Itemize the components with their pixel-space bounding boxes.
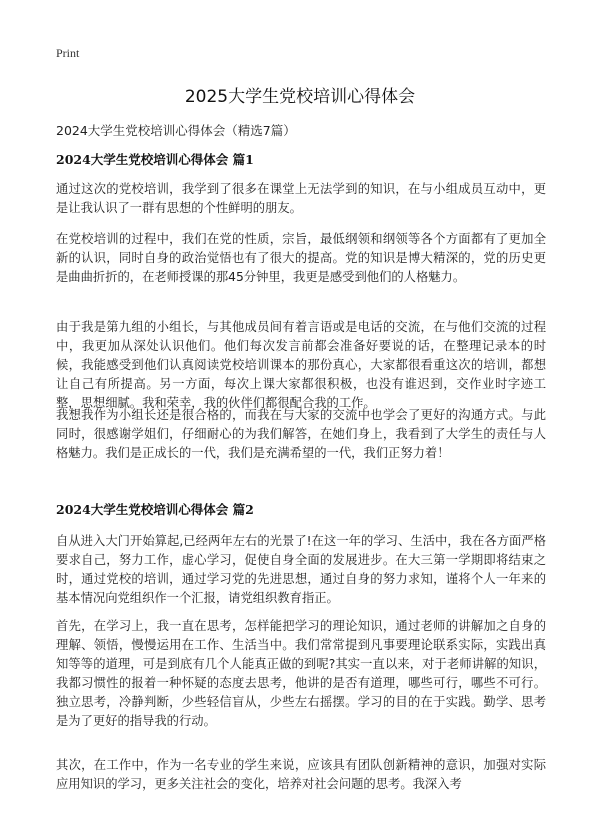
section-1-paragraph-3: 由于我是第九组的小组长，与其他成员间有着言语或是电话的交流，在与他们交流的过程中，我更加从深处认识他们。他们每次发言前都会准备好要说的话，在整理记录本的时候，我能感受到他们认真阅读党校培训课本的那份真心，大家都很看重这次的培训，都想让自己有所提高。另一方面，每次上课大家都很积极，也没有谁迟到，交作业时字迹工整，思想细腻。我和荣幸，我的伙伴们都很配合我的工作。 [56,320,546,410]
document-title: 2025大学生党校培训心得体会 [184,87,416,107]
section-1-paragraph-4: 我想我作为小组长还是很合格的，而我在与大家的交流中也学会了更好的沟通方式。与此同时，很感谢学姐们，仔细耐心的为我们解答，在她们身上，我看到了大学生的责任与人格魅力。我们是正成长的一代，我们是充满希望的一代，我们正努力着！ [56,408,546,460]
section-1-paragraph-1: 通过这次的党校培训，我学到了很多在课堂上无法学到的知识，在与小组成员互动中，更是让我认识了一群有思想的个性鲜明的朋友。 [56,182,546,215]
section-2-paragraph-2: 首先，在学习上，我一直在思考，怎样能把学习的理论知识，通过老师的讲解加之自身的理解、领悟，慢慢运用在工作、生活当中。我们常常提到凡事要理论联系实际，实践出真知等等的道理，可是到底有几个人能真正做的到呢?其实一直以来，对于老师讲解的知识，我都习惯性的报着一种怀疑的态度去思考，他讲的是否有道理，哪些可行，哪些不可行。独立思考，冷静判断，少些轻信盲从，少些左右摇摆。学习的目的在于实践。勤学、思考是为了更好的指导我的行动。 [56,619,546,728]
document-subtitle: 2024大学生党校培训心得体会（精选7篇） [56,123,296,138]
section-2-paragraph-1: 自从进入大门开始算起,已经两年左右的光景了!在这一年的学习、生活中，我在各方面严格要求自己，努力工作，虚心学习，促使自身全面的发展进步。在大三第一学期即将结束之时，通过党校的培训，通过学习党的先进思想，通过自身的努力求知，谨将个人一年来的基本情况向党组织作一个汇报，请党组织教育指正。 [56,534,546,605]
section-1-paragraph-2: 在党校培训的过程中，我们在党的性质，宗旨，最低纲领和纲领等各个方面都有了更加全新的认识，同时自身的政治觉悟也有了很大的提高。党的知识是博大精深的，党的历史更是曲曲折折的，在老师授课的那45分钟里，我更是感受到他们的人格魅力。 [56,232,546,284]
section-heading-2: 2024大学生党校培训心得体会 篇2 [56,502,254,517]
section-2-paragraph-3: 其次，在工作中，作为一名专业的学生来说，应该具有团队创新精神的意识，加强对实际应用知识的学习，更多关注社会的变化，培养对社会问题的思考。我深入考 [56,758,546,791]
section-heading-1: 2024大学生党校培训心得体会 篇1 [56,152,254,167]
print-label: Print [56,46,80,60]
